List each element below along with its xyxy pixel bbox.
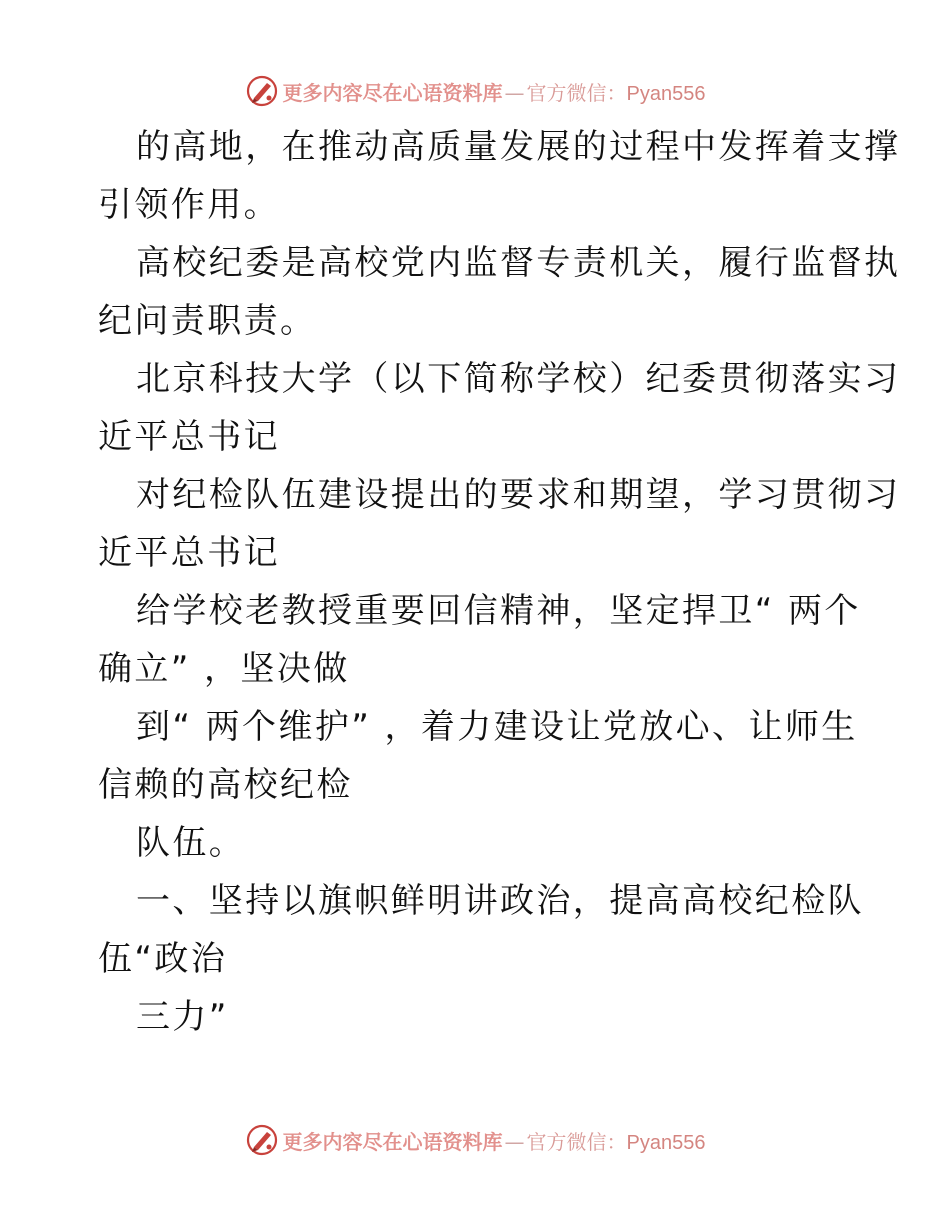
pen-logo-icon <box>245 74 279 108</box>
text-line: 纪问责职责。 <box>98 301 317 341</box>
document-body <box>98 118 901 1046</box>
text-line: 高校纪委是高校党内监督专责机关，履行监督执 <box>136 243 901 283</box>
watermark-label: 官方微信： <box>526 1129 627 1154</box>
watermark-dash: — <box>504 1129 525 1154</box>
watermark-wechat-id: Pyan556 <box>626 82 706 105</box>
text-line: 确立” ，坚决做 <box>98 649 350 689</box>
text-line: 北京科技大学（以下简称学校）纪委贯彻落实习 <box>136 359 901 399</box>
text-line: 伍“政治 <box>98 939 228 979</box>
text-line: 信赖的高校纪检 <box>98 765 353 805</box>
text-line: 三力” <box>136 997 229 1037</box>
text-line: 引领作用。 <box>98 185 280 225</box>
footer-watermark <box>0 1120 950 1160</box>
pen-logo-icon <box>245 1123 279 1157</box>
text-line: 的高地，在推动高质量发展的过程中发挥着支撑 <box>136 127 901 167</box>
watermark-label: 官方微信： <box>526 80 627 105</box>
header-watermark <box>0 71 950 111</box>
text-line: 近平总书记 <box>98 417 280 457</box>
watermark-dash: — <box>504 80 525 105</box>
watermark-wechat-id: Pyan556 <box>626 1131 706 1154</box>
text-line: 队伍。 <box>136 823 246 863</box>
text-line: 到“ 两个维护” ，着力建设让党放心、让师生 <box>136 707 858 747</box>
text-line: 近平总书记 <box>98 533 280 573</box>
watermark-title: 更多内容尽在心语资料库 <box>282 1129 503 1154</box>
text-line: 给学校老教授重要回信精神，坚定捍卫“ 两个 <box>136 591 861 631</box>
text-line: 对纪检队伍建设提出的要求和期望，学习贯彻习 <box>136 475 901 515</box>
watermark-title: 更多内容尽在心语资料库 <box>282 80 503 105</box>
text-line: 一、坚持以旗帜鲜明讲政治，提高高校纪检队 <box>136 881 864 921</box>
